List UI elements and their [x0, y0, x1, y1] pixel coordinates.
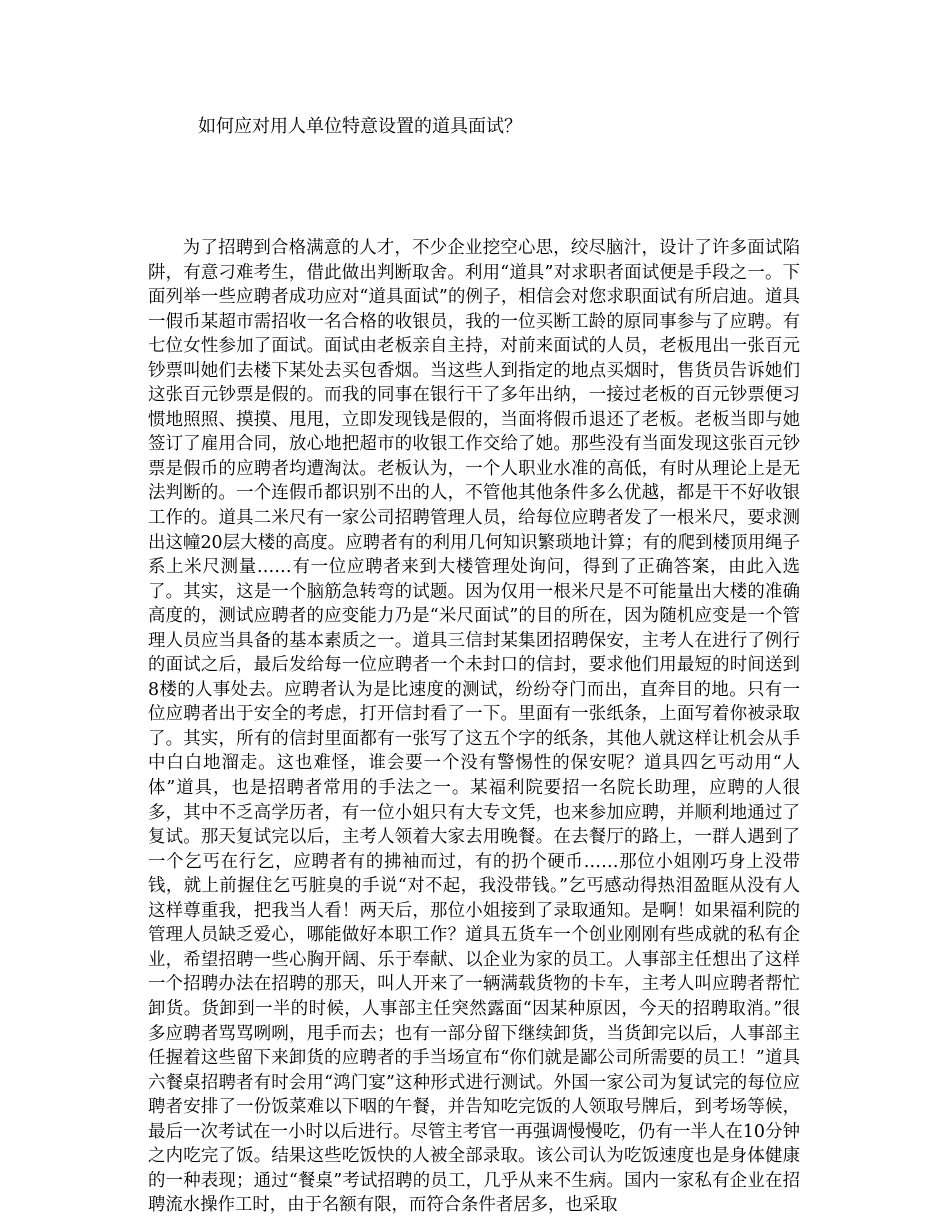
document-title: 如何应对用人单位特意设置的道具面试？ [198, 116, 522, 137]
document-body-paragraph: 为了招聘到合格满意的人才，不少企业挖空心思，绞尽脑汁，设计了许多面试陷阱，有意刁难考生，借此做出判断取舍。利用“道具”对求职者面试便是手段之一。下面列举一些应聘者成功应对“道具面试”的例子，相信会对您求职面试有所启迪。道具一假币某超市需招收一名合格的收银员，我的一位买断工龄的原同事参与了应聘。有七位女性参加了面试。面试由老板亲自主持，对前来面试的人员，老板甩出一张百元钞票叫她们去楼下某处去买包香烟。当这些人到指定的地点买烟时，售货员告诉她们这张百元钞票是假的。而我的同事在银行干了多年出纳，一接过老板的百元钞票便习惯地照照、摸摸、甩甩，立即发现钱是假的，当面将假币退还了老板。老板当即与她签订了雇用合同，放心地把超市的收银工作交给了她。那些没有当面发现这张百元钞票是假币的应聘者均遭淘汰。老板认为，一个人职业水准的高低，有时从理论上是无法判断的。一个连假币都识别不出的人，不管他其他条件多么优越，都是干不好收银工作的。道具二米尺有一家公司招聘管理人员，给每位应聘者发了一根米尺，要求测出这幢20层大楼的高度。应聘者有的利用几何知识繁琐地计算；有的爬到楼顶用绳子系上米尺测量……有一位应聘者来到大楼管理处询问，得到了正确答案，由此入选了。其实，这是一个脑筋急转弯的试题。因为仅用一根米尺是不可能量出大楼的准确高度的，测试应聘者的应变能力乃是“米尺面试”的目的所在，因为随机应变是一个管理人员应当具备的基本素质之一。道具三信封某集团招聘保安，主考人在进行了例行的面试之后，最后发给每一位应聘者一个未封口的信封，要求他们用最短的时间送到8楼的人事处去。应聘者认为是比速度的测试，纷纷夺门而出，直奔目的地。只有一位应聘者出于安全的考虑，打开信封看了一下。里面有一张纸条，上面写着你被录取了。其实，所有的信封里面都有一张写了这五个字的纸条，其他人就这样让机会从手中白白地溜走。这也难怪，谁会要一个没有警惕性的保安呢？道具四乞丐动用“人体”道具，也是招聘者常用的手法之一。某福利院要招一名院长助理，应聘的人很多，其中不乏高学历者，有一位小姐只有大专文凭，也来参加应聘，并顺利地通过了复试。那天复试完以后，主考人领着大家去用晚餐。在去餐厅的路上，一群人遇到了一个乞丐在行乞，应聘者有的拂袖而过，有的扔个硬币……那位小姐刚巧身上没带钱，就上前握住乞丐脏臭的手说“对不起，我没带钱。”乞丐感动得热泪盈眶从没有人这样尊重我，把我当人看！两天后，那位小姐接到了录取通知。是啊！如果福利院的管理人员缺乏爱心，哪能做好本职工作？道具五货车一个创业刚刚有些成就的私有企业，希望招聘一些心胸开阔、乐于奉献、以企业为家的员工。人事部主任想出了这样一个招聘办法在招聘的那天，叫人开来了一辆满载货物的卡车，主考人叫应聘者帮忙卸货。货卸到一半的时候，人事部主任突然露面“因某种原因，今天的招聘取消。”很多应聘者骂骂咧咧，甩手而去；也有一部分留下继续卸货，当货卸完以后，人事部主任握着这些留下来卸货的应聘者的手当场宣布“你们就是鄙公司所需要的员工！”道具六餐桌招聘者有时会用“鸿门宴”这种形式进行测试。外国一家公司为复试完的每位应聘者安排了一份饭菜难以下咽的午餐，并告知吃完饭的人领取号牌后，到考场等候，最后一次考试在一小时以后进行。尽管主考官一再强调慢慢吃，仍有一半人在10分钟之内吃完了饭。结果这些吃饭快的人被全部录取。该公司认为吃饭速度也是身体健康的一种表现；通过“餐桌”考试招聘的员工，几乎从来不生病。国内一家私有企业在招聘流水操作工时，由于名额有限，而符合条件者居多，也采取 [148, 238, 800, 1216]
